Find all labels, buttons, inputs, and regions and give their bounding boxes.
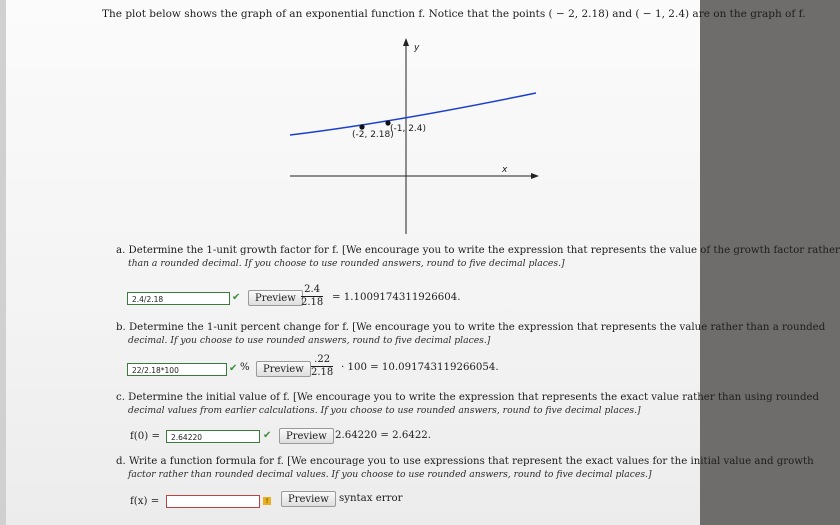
part-c-question: c. Determine the initial value of f. [We encourage you to write the expression that represents the exact value rather than using rounded [116, 392, 820, 403]
part-a-result: = 1.1009174311926604. [332, 292, 461, 303]
part-a-frac-den: 2.18 [301, 297, 324, 308]
part-d-preview-button[interactable]: Preview [281, 491, 336, 507]
point-1 [359, 124, 364, 129]
part-a-answer-input[interactable]: 2.4/2.18 [127, 292, 230, 305]
part-d-question: d. Write a function formula for f. [We encourage you to use expressions that represent the exact values for the initial value and growth [116, 456, 814, 467]
part-d-label: f(x) = [130, 496, 160, 507]
part-b-question: b. Determine the 1-unit percent change for f. [We encourage you to write the expression that represents the value rather than a rounded [116, 322, 826, 333]
part-c-label: f(0) = [130, 431, 160, 442]
part-c-answer-input[interactable]: 2.64220 [166, 430, 260, 443]
exponential-graph [290, 38, 540, 238]
part-d-answer-input[interactable] [166, 495, 260, 508]
part-a-fraction [301, 284, 323, 309]
point-2-label: (-1, 2.4) [390, 124, 427, 134]
part-a-hint: than a rounded decimal. If you choose to use rounded answers, round to five decimal places.] [128, 258, 565, 269]
part-c-preview-button[interactable]: Preview [279, 428, 334, 444]
part-b-answer-input[interactable]: 22/2.18*100 [127, 363, 227, 376]
part-b-preview-button[interactable]: Preview [256, 361, 311, 377]
part-b-frac-den: 2.18 [311, 367, 334, 378]
part-b-unit: % [240, 362, 250, 373]
part-d-error-icon: ! [263, 497, 271, 505]
part-a-question: a. Determine the 1-unit growth factor for f. [We encourage you to write the expression that represents the value of the growth factor rather [116, 245, 840, 256]
part-d-result: syntax error [339, 493, 403, 504]
x-axis-label: x [502, 165, 508, 175]
y-axis-arrow [403, 38, 409, 46]
y-axis-label: y [414, 43, 420, 53]
part-b-frac-num: .22 [311, 354, 333, 367]
part-a-preview-button[interactable]: Preview [248, 290, 303, 306]
part-b-fraction [311, 354, 333, 379]
part-c-hint: decimal values from earlier calculations. If you choose to use rounded answers, round to five decimal places.] [128, 405, 641, 416]
part-d-hint: factor rather than rounded decimal values. If you choose to use rounded answers, round to five decimal places.] [128, 469, 652, 480]
x-axis-arrow [531, 173, 539, 179]
left-margin [0, 0, 6, 525]
problem-intro: The plot below shows the graph of an exponential function f. Notice that the points ( − 2, 2.18) and ( − 1, 2.4) are on the graph of f. [102, 8, 806, 20]
point-1-label: (-2, 2.18) [352, 130, 394, 140]
part-b-hint: decimal. If you choose to use rounded answers, round to five decimal places.] [128, 335, 491, 346]
part-c-correct-check-icon: ✔ [263, 430, 272, 441]
part-a-correct-check-icon: ✔ [232, 292, 241, 303]
part-a-frac-num: 2.4 [301, 284, 323, 297]
part-b-result: · 100 = 10.091743119266054. [341, 362, 499, 373]
part-c-result: 2.64220 = 2.6422. [335, 430, 432, 441]
part-b-correct-check-icon: ✔ [229, 363, 238, 374]
